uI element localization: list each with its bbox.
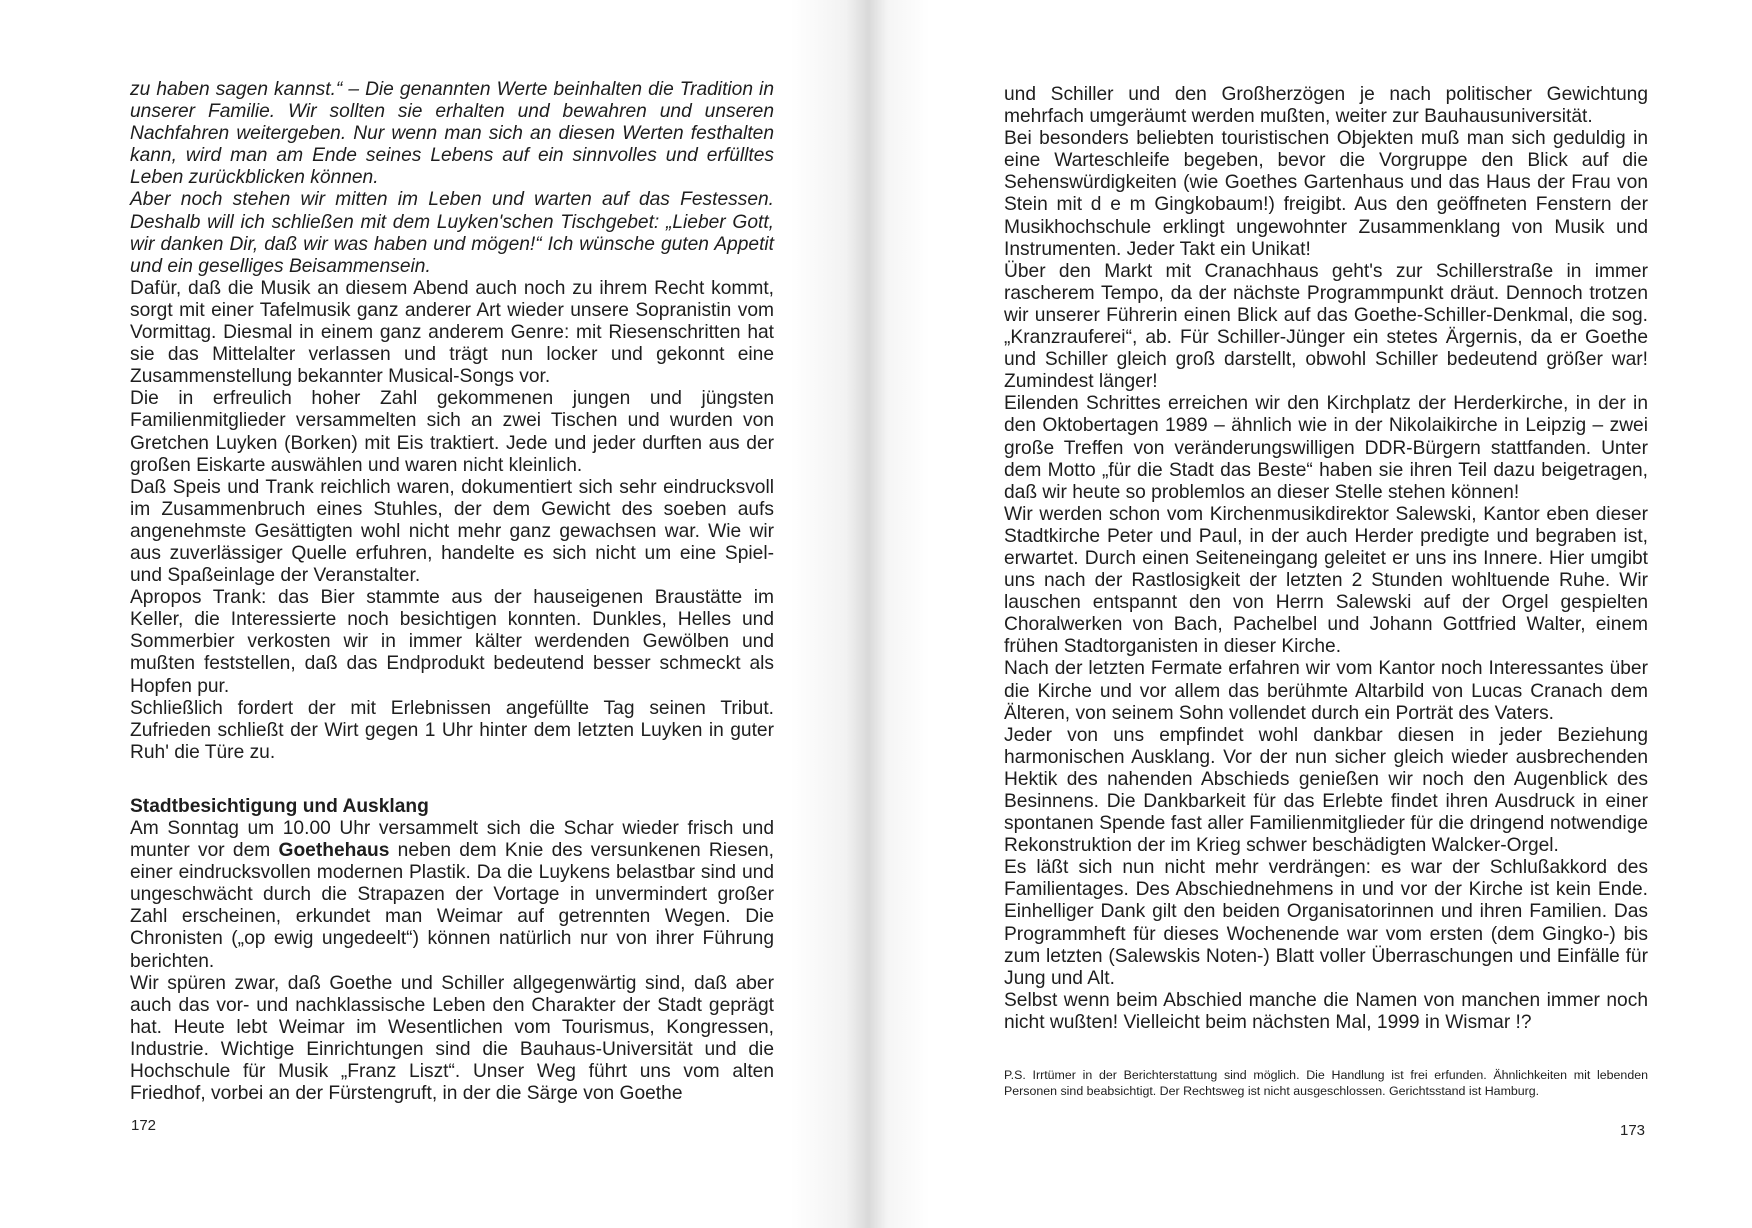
body-paragraph: Wir spüren zwar, daß Goethe und Schiller allgegenwärtig sind, daß aber auch das vor- und nachklassische Leben den Charakter der Stadt geprägt hat. Heute lebt Weimar im Wesentlichen vom Tourismus, Kongressen, Industrie. Wichtige Einrichtungen sind die Bauhaus-Universität und die Hochschule für Musik „Franz Liszt“. Unser Weg führt uns vom alten Friedhof, vorbei an der Fürstengruft, in der die Särge von Goethe bbox=[130, 972, 774, 1105]
body-paragraph: Bei besonders beliebten touristischen Objekten muß man sich geduldig in eine Warteschleife begeben, bevor die Vorgruppe den Blick auf die Sehenswürdigkeiten (wie Goethes Gartenhaus und das Haus der Frau von Stein mit d e m Gingkobaum!) freigibt. Aus den geöffneten Fenstern der Musikhochschule erklingt ungewohnter Zusammenklang von Musik und Instrumenten. Jeder Takt ein Unikat! bbox=[1004, 128, 1648, 260]
page-number: 172 bbox=[131, 1117, 157, 1134]
body-paragraph: Apropos Trank: das Bier stammte aus der hauseigenen Braustätte im Keller, die Interessierte noch besichtigen konnten. Dunkles, Helles und Sommerbier verkosten wir in immer kälter werdenden Gewölben und mußten feststellen, daß das Endprodukt bedeutend besser schmeckt als Hopfen pur. bbox=[130, 587, 774, 697]
body-paragraph: Schließlich fordert der mit Erlebnissen angefüllte Tag seinen Tribut. Zufrieden schließt der Wirt gegen 1 Uhr hinter dem letzten Luyken in guter Ruh' die Türe zu. bbox=[130, 697, 774, 763]
body-paragraph bbox=[130, 818, 774, 973]
body-paragraph: Es läßt sich nun nicht mehr verdrängen: es war der Schlußakkord des Familientages. Des Abschiednehmens in und vor der Kirche ist kein Ende. Einhelliger Dank gilt den beiden Organisatorinnen und ihren Familien. Das Programmheft für dieses Wochenende war vom ersten (dem Gingko-) bis zum letzten (Salewskis Noten-) Blatt voller Überraschungen und Einfälle für Jung und Alt. bbox=[1004, 857, 1648, 989]
body-paragraph: Nach der letzten Fermate erfahren wir vom Kantor noch Interessantes über die Kirche und vor allem das berühmte Altarbild von Lucas Cranach dem Älteren, von seinem Sohn vollendet durch ein Porträt des Vaters. bbox=[1004, 658, 1648, 724]
body-paragraph: Wir werden schon vom Kirchenmusikdirektor Salewski, Kantor eben dieser Stadtkirche Peter und Paul, in der auch Herder predigte und begraben ist, erwartet. Durch einen Seiteneingang geleitet er uns ins Innere. Hier umgibt uns nach der Rastlosigkeit der letzten 2 Stunden wohltuende Ruhe. Wir lauschen entspannt den von Herrn Salewski auf der Orgel gespielten Choralwerken von Bach, Pachelbel und Johann Gottfried Walter, einem frühen Stadtorganisten in dieser Kirche. bbox=[1004, 503, 1648, 658]
body-paragraph: und Schiller und den Großherzögen je nach politischer Gewichtung mehrfach umgeräumt werden mußten, weiter zur Bauhausuniversität. bbox=[1004, 84, 1648, 128]
body-text: neben dem Knie des versunkenen Riesen, einer eindrucksvollen modernen Plastik. Da die Luykens belastbar sind und ungeschwächt durch die Strapazen der Vortage in unvermindert großer Zahl erscheinen, erkundet man Weimar auf getrennten Wegen. Die Chronisten („op ewig ungedeelt“) können natürlich nur von ihrer Führung berichten. bbox=[130, 840, 774, 972]
speech-paragraph: zu haben sagen kannst.“ – Die genannten Werte beinhalten die Tradition in unserer Familie. Wir sollten sie erhalten und bewahren und unseren Nachfahren weitergeben. Nur wenn man sich an diesen Werten festhalten kann, wird man am Ende seines Lebens auf ein sinnvolles und erfülltes Leben zurückblicken können. bbox=[130, 79, 774, 189]
speech-paragraph: Aber noch stehen wir mitten im Leben und warten auf das Festessen. Deshalb will ich schließen mit dem Luyken'schen Tischgebet: „Lieber Gott, wir danken Dir, daß wir was haben und mögen!“ Ich wünsche guten Appetit und ein geselliges Beisammensein. bbox=[130, 189, 774, 277]
left-page-body bbox=[130, 79, 774, 1105]
page-number: 173 bbox=[1620, 1122, 1646, 1139]
body-paragraph: Dafür, daß die Musik an diesem Abend auch noch zu ihrem Recht kommt, sorgt mit einer Tafelmusik ganz anderer Art wieder unsere Sopranistin vom Vormittag. Diesmal in einem ganz anderem Genre: mit Riesenschritten hat sie das Mittelalter verlassen und trägt nun locker und gekonnt eine Zusammenstellung bekannter Musical-Songs vor. bbox=[130, 277, 774, 388]
bold-term: Goethehaus bbox=[278, 840, 390, 862]
body-paragraph: Die in erfreulich hoher Zahl gekommenen jungen und jüngsten Familienmitglieder versammelten sich an zwei Tischen und wurden von Gretchen Luyken (Borken) mit Eis traktiert. Jede und jeder durften aus der großen Eiskarte auswählen und waren nicht kleinlich. bbox=[130, 388, 774, 476]
right-page-body bbox=[1004, 84, 1648, 1034]
body-paragraph: Selbst wenn beim Abschied manche die Namen von manchen immer noch nicht wußten! Vielleicht beim nächsten Mal, 1999 in Wismar !? bbox=[1004, 989, 1648, 1033]
body-paragraph: Eilenden Schrittes erreichen wir den Kirchplatz der Herderkirche, in der in den Oktobertagen 1989 – ähnlich wie in der Nikolaikirche in Leipzig – zwei große Treffen von veränderungswilligen DDR-Bürgern stattfanden. Unter dem Motto „für die Stadt das Beste“ haben sie ihren Teil dazu beigetragen, daß wir heute so problemlos an dieser Stelle stehen können! bbox=[1004, 393, 1648, 503]
body-paragraph: Daß Speis und Trank reichlich waren, dokumentiert sich sehr eindrucksvoll im Zusammenbruch eines Stuhles, der dem Gewicht des soeben aufs angenehmste Gesättigten wohl nicht mehr ganz gewachsen war. Wie wir aus zuverlässiger Quelle erfuhren, handelte es sich nicht um eine Spiel- und Spaßeinlage der Veranstalter. bbox=[130, 476, 774, 587]
body-paragraph: Jeder von uns empfindet wohl dankbar diesen in jeder Beziehung harmonischen Ausklang. Vor der nun sicher gleich wieder ausbrechenden Hektik des nahenden Abschieds genießen wir noch den Augenblick des Besinnens. Die Dankbarkeit für das Erlebte findet ihren Ausdruck in einer spontanen Spende fast aller Familienmitglieder für die dringend notwendige Rekonstruktion der im Krieg schwer beschädigten Walcker-Orgel. bbox=[1004, 724, 1648, 857]
section-heading: Stadtbesichtigung und Ausklang bbox=[130, 795, 429, 817]
right-page bbox=[876, 0, 1752, 1228]
body-paragraph: Über den Markt mit Cranachhaus geht's zur Schillerstraße in immer rascherem Tempo, da der nächste Programmpunkt dräut. Dennoch trotzen wir unserer Führerin einen Blick auf das Goethe-Schiller-Denkmal, die sog. „Kranzrauferei“, ab. Für Schiller-Jünger ein stetes Ärgernis, da er Goethe und Schiller gleich groß darstellt, obwohl Schiller bedeutend größer war! Zumindest länger! bbox=[1004, 260, 1648, 393]
body-text: Am Sonntag um 10.00 Uhr versammelt sich die Schar wieder frisch und munter vor dem bbox=[130, 818, 774, 862]
footnote: P.S. Irrtümer in der Berichterstattung sind möglich. Die Handlung ist frei erfunden. Ähnlichkeiten mit lebenden Personen sind beabsichtigt. Der Rechtsweg ist nicht ausgeschlossen. Gerichtsstand ist Hamburg. bbox=[1004, 1068, 1648, 1099]
